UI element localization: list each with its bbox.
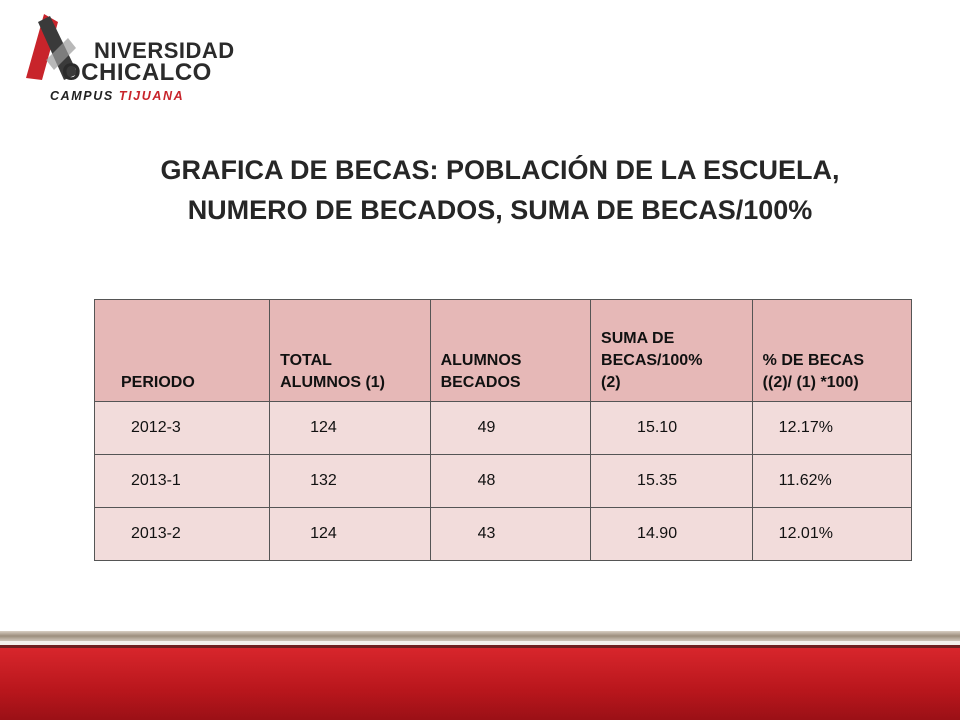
header-line: ((2)/ (1) *100) [762,374,859,391]
page-title-line2: NUMERO DE BECADOS, SUMA DE BECAS/100% [187,195,813,225]
cell-suma-becas: 14.90 [591,508,753,561]
table-row [95,402,912,455]
scholarship-table [94,299,912,561]
logo-wordmark-line1: NIVERSIDAD [94,38,235,63]
cell-periodo: 2013-2 [95,508,270,561]
cell-periodo: 2013-1 [95,455,270,508]
header-line: PERIODO [121,374,195,391]
header-line: BECADOS [440,374,521,391]
header-line: % DE BECAS [762,352,865,369]
header-porcentaje-becas [752,300,911,402]
logo-campus-label: CAMPUS [50,89,114,103]
table-row [95,508,912,561]
page-title [100,150,900,230]
university-logo [16,8,236,108]
cell-alumnos-becados: 49 [430,402,590,455]
cell-alumnos-becados: 43 [430,508,590,561]
header-periodo [95,300,270,402]
header-line: TOTAL [280,352,332,369]
cell-suma-becas: 15.35 [591,455,753,508]
logo-campus-city: TIJUANA [118,89,185,103]
cell-porcentaje-becas: 12.17% [752,402,911,455]
table-row [95,455,912,508]
header-line: (2) [601,374,621,391]
cell-periodo: 2012-3 [95,402,270,455]
header-line: BECAS/100% [601,352,703,369]
cell-porcentaje-becas: 11.62% [752,455,911,508]
page-title-line1: GRAFICA DE BECAS: POBLACIÓN DE LA ESCUELA, [160,155,840,185]
cell-total-alumnos: 124 [270,402,430,455]
header-line: ALUMNOS [440,352,522,369]
header-alumnos-becados [430,300,590,402]
header-line: SUMA DE [601,330,675,347]
header-suma-becas [591,300,753,402]
logo-wordmark-line2: OCHICALCO [62,59,212,86]
cell-suma-becas: 15.10 [591,402,753,455]
footer-band [0,648,960,720]
header-line: ALUMNOS (1) [280,374,385,391]
footer-stripe [0,631,960,641]
cell-total-alumnos: 124 [270,508,430,561]
cell-total-alumnos: 132 [270,455,430,508]
cell-alumnos-becados: 48 [430,455,590,508]
logo-campus [50,90,184,103]
table-header-row [95,300,912,402]
header-total-alumnos [270,300,430,402]
cell-porcentaje-becas: 12.01% [752,508,911,561]
